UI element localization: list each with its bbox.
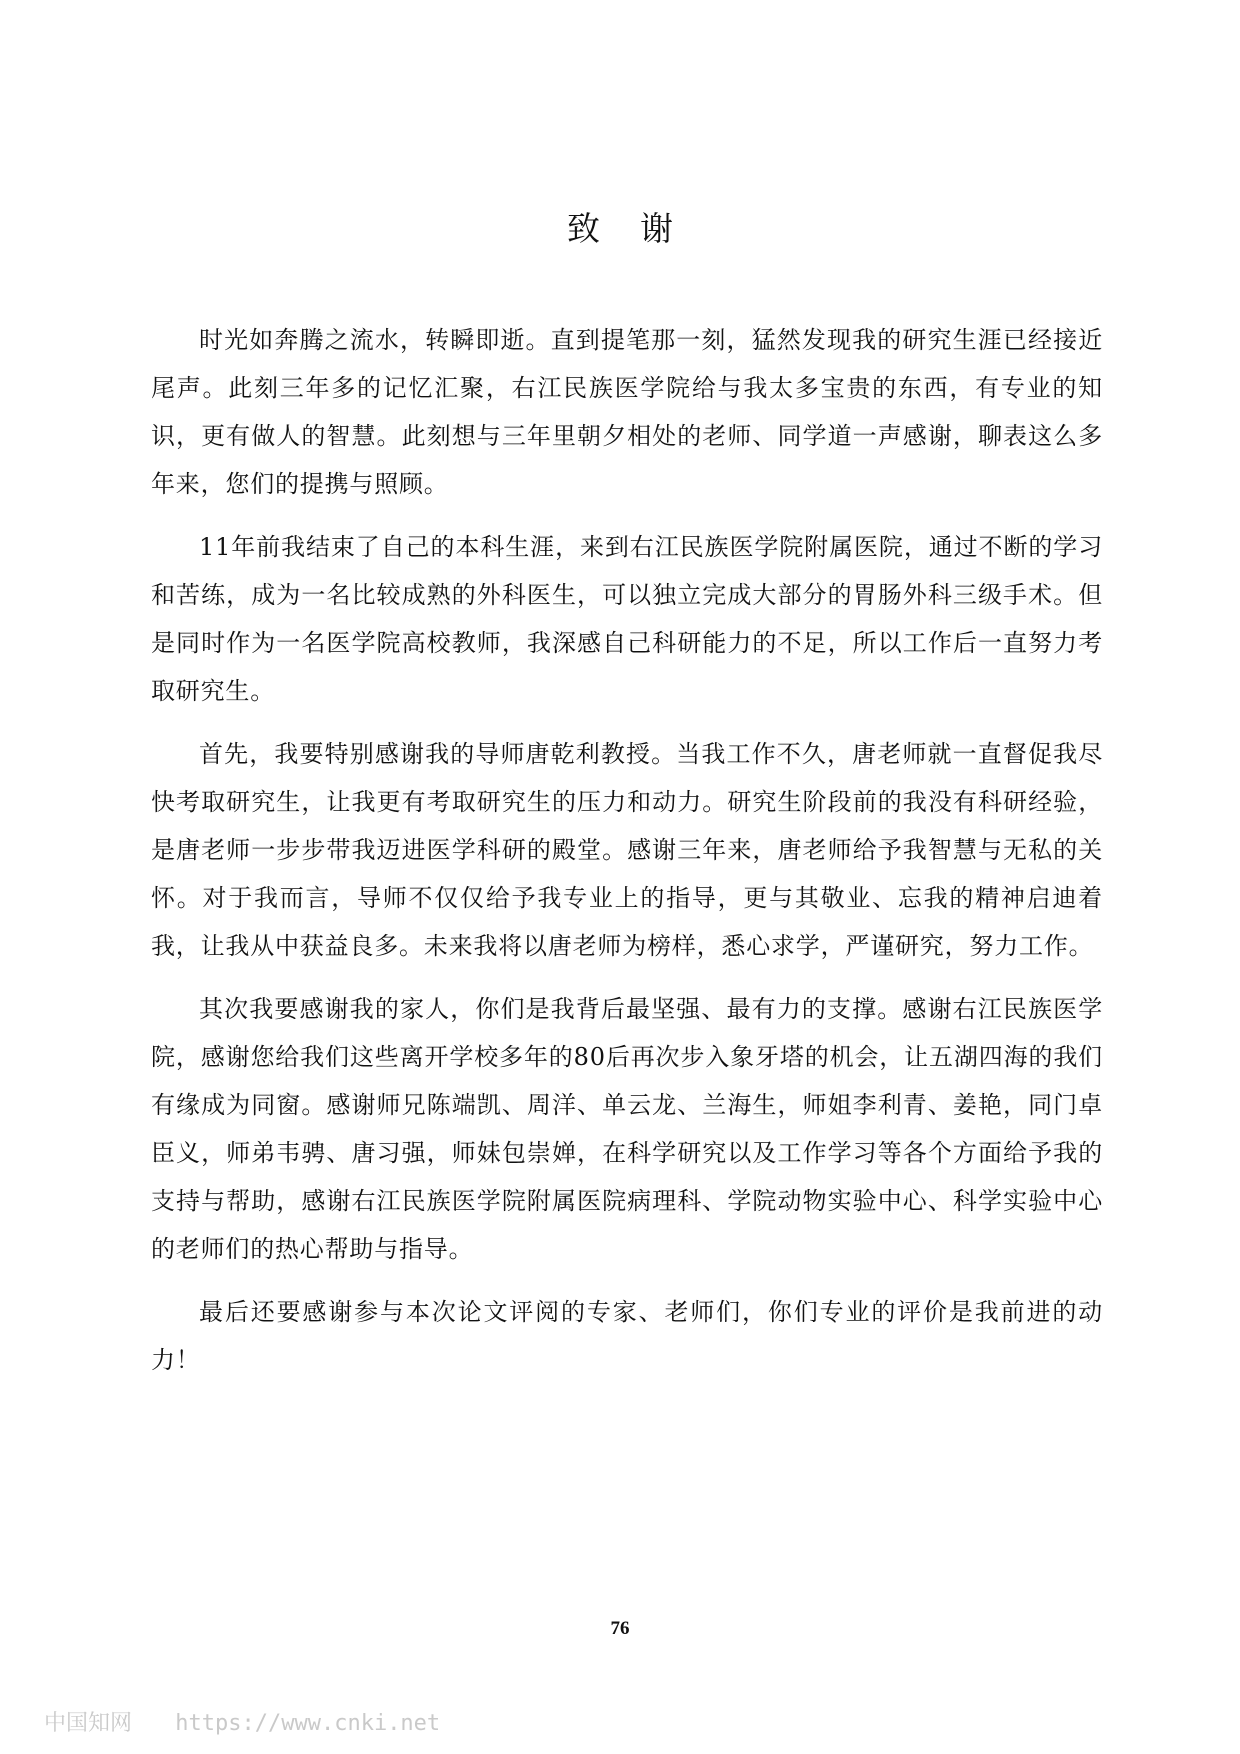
page-number: 76: [610, 1618, 630, 1639]
acknowledgement-body: [151, 316, 1103, 1399]
page-title: 致谢: [567, 209, 713, 248]
paragraph-3: 首先，我要特别感谢我的导师唐乾利教授。当我工作不久，唐老师就一直督促我尽快考取研究生，让我更有考取研究生的压力和动力。研究生阶段前的我没有科研经验，是唐老师一步步带我迈进医学科研的殿堂。感谢三年来，唐老师给予我智慧与无私的关怀。对于我而言，导师不仅仅给予我专业上的指导，更与其敬业、忘我的精神启迪着我，让我从中获益良多。未来我将以唐老师为榜样，悉心求学，严谨研究，努力工作。: [151, 740, 1103, 960]
paragraph-5: 最后还要感谢参与本次论文评阅的专家、老师们，你们专业的评价是我前进的动力！: [151, 1298, 1103, 1374]
paragraph-2: 11年前我结束了自己的本科生涯，来到右江民族医学院附属医院，通过不断的学习和苦练，成为一名比较成熟的外科医生，可以独立完成大部分的胃肠外科三级手术。但是同时作为一名医学院高校教师，我深感自己科研能力的不足，所以工作后一直努力考取研究生。: [151, 533, 1103, 705]
cnki-watermark: [44, 1706, 440, 1737]
watermark-logo-text: 中国知网: [44, 1711, 133, 1736]
watermark-url: https://www.cnki.net: [175, 1711, 441, 1736]
paragraph-4: 其次我要感谢我的家人，你们是我背后最坚强、最有力的支撑。感谢右江民族医学院，感谢您给我们这些离开学校多年的80后再次步入象牙塔的机会，让五湖四海的我们有缘成为同窗。感谢师兄陈端凯、周洋、单云龙、兰海生，师姐李利青、姜艳，同门卓臣义，师弟韦骋、唐习强，师妹包崇婵，在科学研究以及工作学习等各个方面给予我的支持与帮助，感谢右江民族医学院附属医院病理科、学院动物实验中心、科学实验中心的老师们的热心帮助与指导。: [151, 995, 1103, 1263]
paragraph-1: 时光如奔腾之流水，转瞬即逝。直到提笔那一刻，猛然发现我的研究生涯已经接近尾声。此刻三年多的记忆汇聚，右江民族医学院给与我太多宝贵的东西，有专业的知识，更有做人的智慧。此刻想与三年里朝夕相处的老师、同学道一声感谢，聊表这么多年来，您们的提携与照顾。: [151, 326, 1103, 498]
